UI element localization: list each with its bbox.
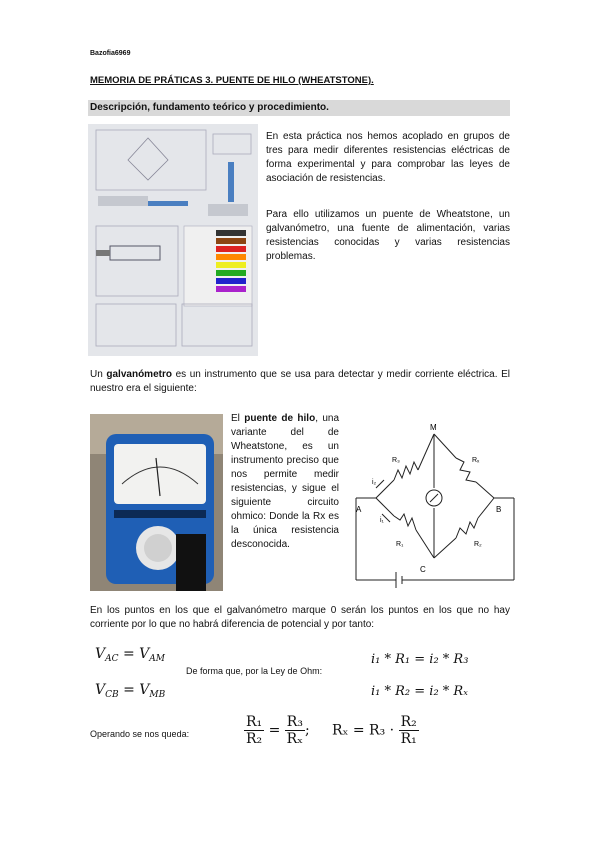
current-label-i2: i₂: [372, 479, 377, 486]
author-label: Bazofia6969: [90, 50, 131, 57]
node-label-m: M: [430, 423, 437, 432]
intro-paragraph-2: Para ello utilizamos un puente de Wheatstone, un galvanómetro, una fuente de alimentación, varias resistencias conocidas y varias resistencias problemas.: [266, 209, 510, 262]
resistor-label-r1: R₁: [396, 541, 404, 548]
puente-paragraph: El puente de hilo, una variante del de Wheatstone, es un instrumento preciso que nos permite medir resistencias, y sigue el siguiente circuito ohmico: Donde la Rx es la única resistencia desconocida.: [231, 413, 340, 550]
ohm-law-text: De forma que, por la Ley de Ohm:: [186, 666, 323, 676]
puente-term: puente de hilo: [244, 413, 316, 424]
equation-vcb-vmb: $V_{CB} = V_{MB}$: [95, 682, 166, 700]
galvanometer-photo: [90, 414, 223, 591]
result-equation: $\frac{\text{R₁}}{\text{R₂}}$ = $\frac{\text{R₃}}{\text{Rₓ}}$ ; Rₓ = R₃ · $\frac{\text{R₂}}{\text{R₁}}$: [246, 714, 417, 747]
intro-paragraph-1: En esta práctica nos hemos acoplado en grupos de tres para medir diferentes resistencias eléctricas de forma experimental y para comprobar las leyes de asociación de resistencias.: [266, 131, 510, 184]
node-label-b: B: [496, 505, 502, 514]
equation-ohm-1: i₁ * R₁ = i₂ * R₃: [371, 652, 469, 667]
wheatstone-circuit-diagram: [346, 418, 520, 596]
galvanometer-term: galvanómetro: [106, 369, 172, 380]
rx-expression: Rₓ = R₃ ·: [331, 722, 395, 739]
galvanometer-paragraph: Un galvanómetro es un instrumento que se usa para detectar y medir corriente eléctrica. El nuestro era el siguiente:: [90, 369, 511, 394]
result-label: Operando se nos queda:: [90, 729, 190, 739]
document-title: MEMORIA DE PRÁTICAS 3. PUENTE DE HILO (WHEATSTONE).: [90, 75, 374, 86]
resistor-label-rx: Rₓ: [472, 457, 480, 464]
section-heading: Descripción, fundamento teórico y procedimiento.: [88, 100, 510, 116]
balance-paragraph: En los puntos en los que el galvanómetro marque 0 serán los puntos en los que no hay corriente por lo que no habrá diferencia de potencial y por tanto:: [90, 605, 510, 630]
current-label-i1: i₁: [380, 517, 384, 524]
fraction-r1-r2: $\frac{\text{R₁}}{\text{R₂}}$: [246, 714, 263, 747]
fraction-r3-rx: $\frac{\text{R₃}}{\text{Rₓ}}$: [286, 714, 304, 747]
resistor-label-r3: R₃: [392, 457, 400, 464]
fraction-r2-r1: $\frac{\text{R₂}}{\text{R₁}}$: [400, 714, 417, 747]
node-label-a: A: [356, 505, 362, 514]
worksheet-photo: [88, 124, 258, 356]
node-label-c: C: [420, 565, 426, 574]
resistor-label-r2: R₂: [474, 541, 482, 548]
equation-vac-vam: $V_{AC} = V_{AM}$: [95, 646, 165, 664]
equation-ohm-2: i₁ * R₂ = i₂ * Rₓ: [371, 684, 468, 699]
